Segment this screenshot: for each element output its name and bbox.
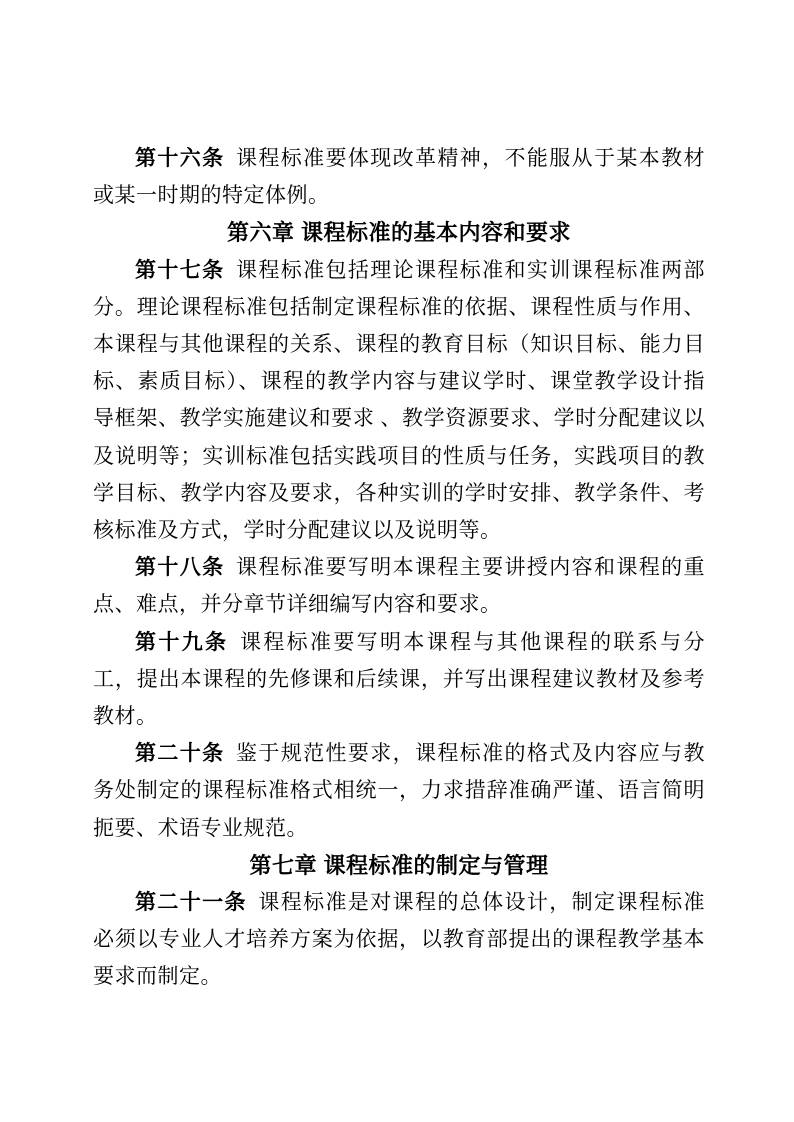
article-21-number: 第二十一条: [135, 890, 247, 915]
paragraph-article-17: [93, 252, 705, 550]
article-19-number: 第十九条: [135, 629, 229, 654]
paragraph-article-16: [93, 140, 705, 214]
article-16-number: 第十六条: [135, 146, 225, 170]
paragraph-article-21: [93, 884, 705, 996]
paragraph-article-20: [93, 735, 705, 847]
paragraph-article-18: [93, 549, 705, 623]
paragraph-article-19: [93, 624, 705, 736]
document-body: [93, 140, 705, 996]
article-18-text: 课程标准要写明本课程主要讲授内容和课程的重点、难点，并分章节详细编写内容和要求。: [93, 555, 706, 617]
article-20-text: 鉴于规范性要求，课程标准的格式及内容应与教务处制定的课程标准格式相统一，力求措辞准确严谨、语言简明扼要、术语专业规范。: [93, 741, 706, 840]
article-17-text: 课程标准包括理论课程标准和实训课程标准两部分。理论课程标准包括制定课程标准的依据、课程性质与作用、本课程与其他课程的关系、课程的教育目标（知识目标、能力目标、素质目标）、课程的教学内容与建议学时、课堂教学设计指导框架、教学实施建议和要求 、教学资源要求、学时分配建议以及说明等；实训标准包括实践项目的性质与任务，实践项目的教学目标、教学内容及要求，各种实训的学时安排、教学条件、考核标准及方式，学时分配建议以及说明等。: [93, 257, 706, 543]
article-19-text: 课程标准要写明本课程与其他课程的联系与分工，提出本课程的先修课和后续课，并写出课程建议教材及参考教材。: [93, 629, 706, 729]
chapter-6-heading: 第六章 课程标准的基本内容和要求: [226, 220, 572, 246]
article-16-text: 课程标准要体现改革精神，不能服从于某本教材或某一时期的特定体例。: [93, 146, 706, 208]
article-21-text: 课程标准是对课程的总体设计，制定课程标准必须以专业人才培养方案为依据，以教育部提出的课程教学基本要求而制定。: [93, 890, 706, 989]
article-20-number: 第二十条: [135, 741, 225, 766]
chapter-7-heading: 第七章 课程标准的制定与管理: [249, 852, 549, 878]
article-18-number: 第十八条: [135, 555, 225, 580]
article-17-number: 第十七条: [135, 257, 225, 282]
